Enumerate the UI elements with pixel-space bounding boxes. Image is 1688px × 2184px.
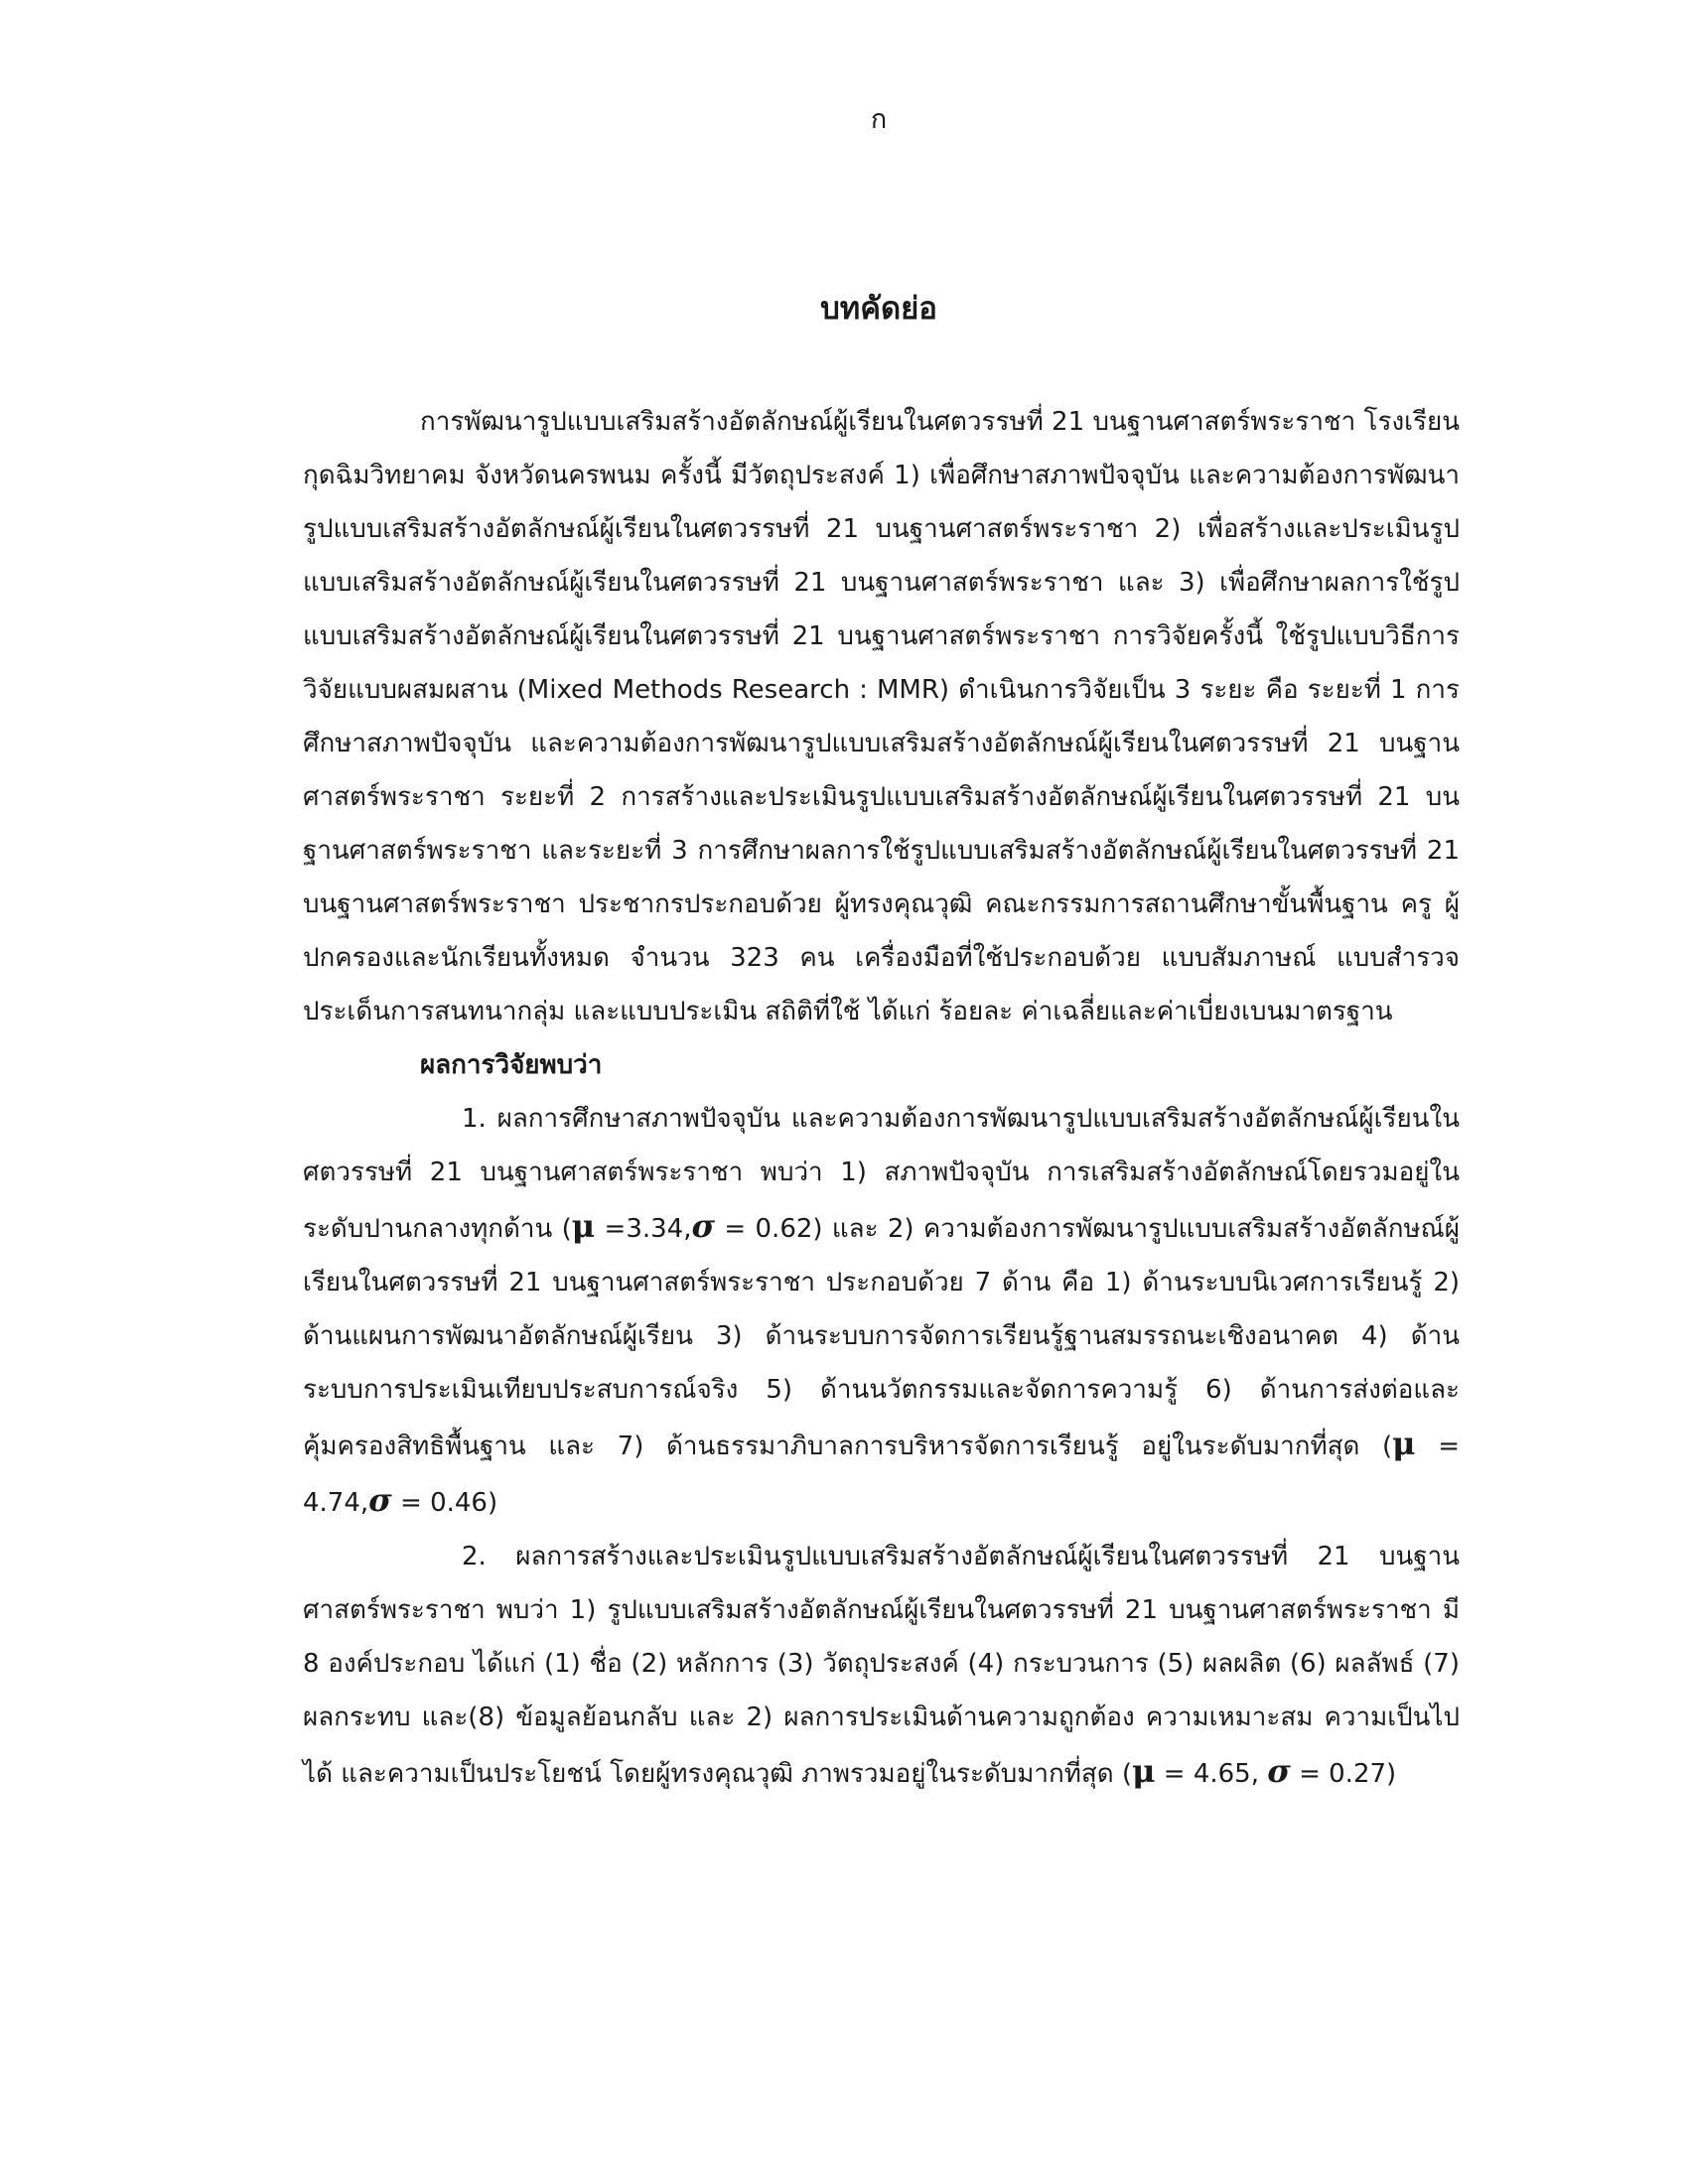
mu-symbol: μ: [1392, 1425, 1416, 1462]
mu-symbol: μ: [571, 1207, 596, 1245]
sigma-symbol: σ: [691, 1207, 716, 1245]
abstract-title: บทคัดย่อ: [820, 291, 937, 327]
page-number: ก: [870, 104, 888, 135]
result-1-mean-current: =3.34,: [595, 1214, 692, 1244]
result-1-text-a: 1. ผลการศึกษาสภาพปัจจุบัน และความต้องการพัฒนารูปแบบเสริมสร้างอัตลักษณ์ผู้เรียนในศตวรรษที่ 21 บนฐานศาสตร์พระราชา พบว่า 1) สภาพปัจจุบัน การเสริมสร้างอัตลักษณ์โดยรวมอยู่ในระดับปานกลางทุกด้าน (: [303, 1104, 1460, 1244]
abstract-paragraph: การพัฒนารูปแบบเสริมสร้างอัตลักษณ์ผู้เรียนในศตวรรษที่ 21 บนฐานศาสตร์พระราชา โรงเรียนกุดฉิมวิทยาคม จังหวัดนครพนม ครั้งนี้ มีวัตถุประสงค์ 1) เพื่อศึกษาสภาพปัจจุบัน และความต้องการพัฒนารูปแบบเสริมสร้างอัตลักษณ์ผู้เรียนในศตวรรษที่ 21 บนฐานศาสตร์พระราชา 2) เพื่อสร้างและประเมินรูปแบบเสริมสร้างอัตลักษณ์ผู้เรียนในศตวรรษที่ 21 บนฐานศาสตร์พระราชา และ 3) เพื่อศึกษาผลการใช้รูปแบบเสริมสร้างอัตลักษณ์ผู้เรียนในศตวรรษที่ 21 บนฐานศาสตร์พระราชา การวิจัยครั้งนี้ ใช้รูปแบบวิธีการวิจัยแบบผสมผสาน (Mixed Methods Research : MMR) ดำเนินการวิจัยเป็น 3 ระยะ คือ ระยะที่ 1 การศึกษาสภาพปัจจุบัน และความต้องการพัฒนารูปแบบเสริมสร้างอัตลักษณ์ผู้เรียนในศตวรรษที่ 21 บนฐานศาสตร์พระราชา ระยะที่ 2 การสร้างและประเมินรูปแบบเสริมสร้างอัตลักษณ์ผู้เรียนในศตวรรษที่ 21 บนฐานศาสตร์พระราชา และระยะที่ 3 การศึกษาผลการใช้รูปแบบเสริมสร้างอัตลักษณ์ผู้เรียนในศตวรรษที่ 21 บนฐานศาสตร์พระราชา ประชากรประกอบด้วย ผู้ทรงคุณวุฒิ คณะกรรมการสถานศึกษาขั้นพื้นฐาน ครู ผู้ปกครองและนักเรียนทั้งหมด จำนวน 323 คน เครื่องมือที่ใช้ประกอบด้วย แบบสัมภาษณ์ แบบสำรวจ ประเด็นการสนทนากลุ่ม และแบบประเมิน สถิติที่ใช้ ได้แก่ ร้อยละ ค่าเฉลี่ยและค่าเบี่ยงเบนมาตรฐาน: [303, 407, 1460, 1026]
result-paragraph-1: [303, 1092, 1460, 1530]
result-2-mean: = 4.65,: [1155, 1759, 1268, 1789]
sigma-symbol: σ: [1267, 1752, 1291, 1790]
result-1-sd-need: = 0.46): [391, 1488, 498, 1518]
result-1-text-c: = 0.62) และ 2) ความต้องการพัฒนารูปแบบเสริมสร้างอัตลักษณ์ผู้เรียนในศตวรรษที่ 21 บนฐานศาสตร์พระราชา ประกอบด้วย 7 ด้าน คือ 1) ด้านระบบนิเวศการเรียนรู้ 2) ด้านแผนการพัฒนาอัตลักษณ์ผู้เรียน 3) ด้านระบบการจัดการเรียนรู้ฐานสมรรถนะเชิงอนาคต 4) ด้านระบบการประเมินเทียบประสบการณ์จริง 5) ด้านนวัตกรรมและจัดการความรู้ 6) ด้านการส่งต่อและคุ้มครองสิทธิพื้นฐาน และ 7) ด้านธรรมาภิบาลการบริหารจัดการเรียนรู้ อยู่ในระดับมากที่สุด (: [303, 1214, 1460, 1461]
sigma-symbol: σ: [368, 1481, 392, 1519]
mu-symbol: μ: [1132, 1752, 1156, 1790]
abstract-body: [303, 395, 1460, 1801]
result-2-text-a: 2. ผลการสร้างและประเมินรูปแบบเสริมสร้างอัตลักษณ์ผู้เรียนในศตวรรษที่ 21 บนฐานศาสตร์พระราชา พบว่า 1) รูปแบบเสริมสร้างอัตลักษณ์ผู้เรียนในศตวรรษที่ 21 บนฐานศาสตร์พระราชา มี 8 องค์ประกอบ ได้แก่ (1) ชื่อ (2) หลักการ (3) วัตถุประสงค์ (4) กระบวนการ (5) ผลผลิต (6) ผลลัพธ์ (7) ผลกระทบ และ(8) ข้อมูลย้อนกลับ และ 2) ผลการประเมินด้านความถูกต้อง ความเหมาะสม ความเป็นไปได้ และความเป็นประโยชน์ โดยผู้ทรงคุณวุฒิ ภาพรวมอยู่ในระดับมากที่สุด (: [303, 1542, 1460, 1789]
results-heading: ผลการวิจัยพบว่า: [420, 1050, 603, 1080]
result-2-sd: = 0.27): [1290, 1759, 1397, 1789]
result-1-mean-need: = 4.74,: [303, 1432, 1460, 1518]
result-paragraph-2: [303, 1530, 1460, 1801]
